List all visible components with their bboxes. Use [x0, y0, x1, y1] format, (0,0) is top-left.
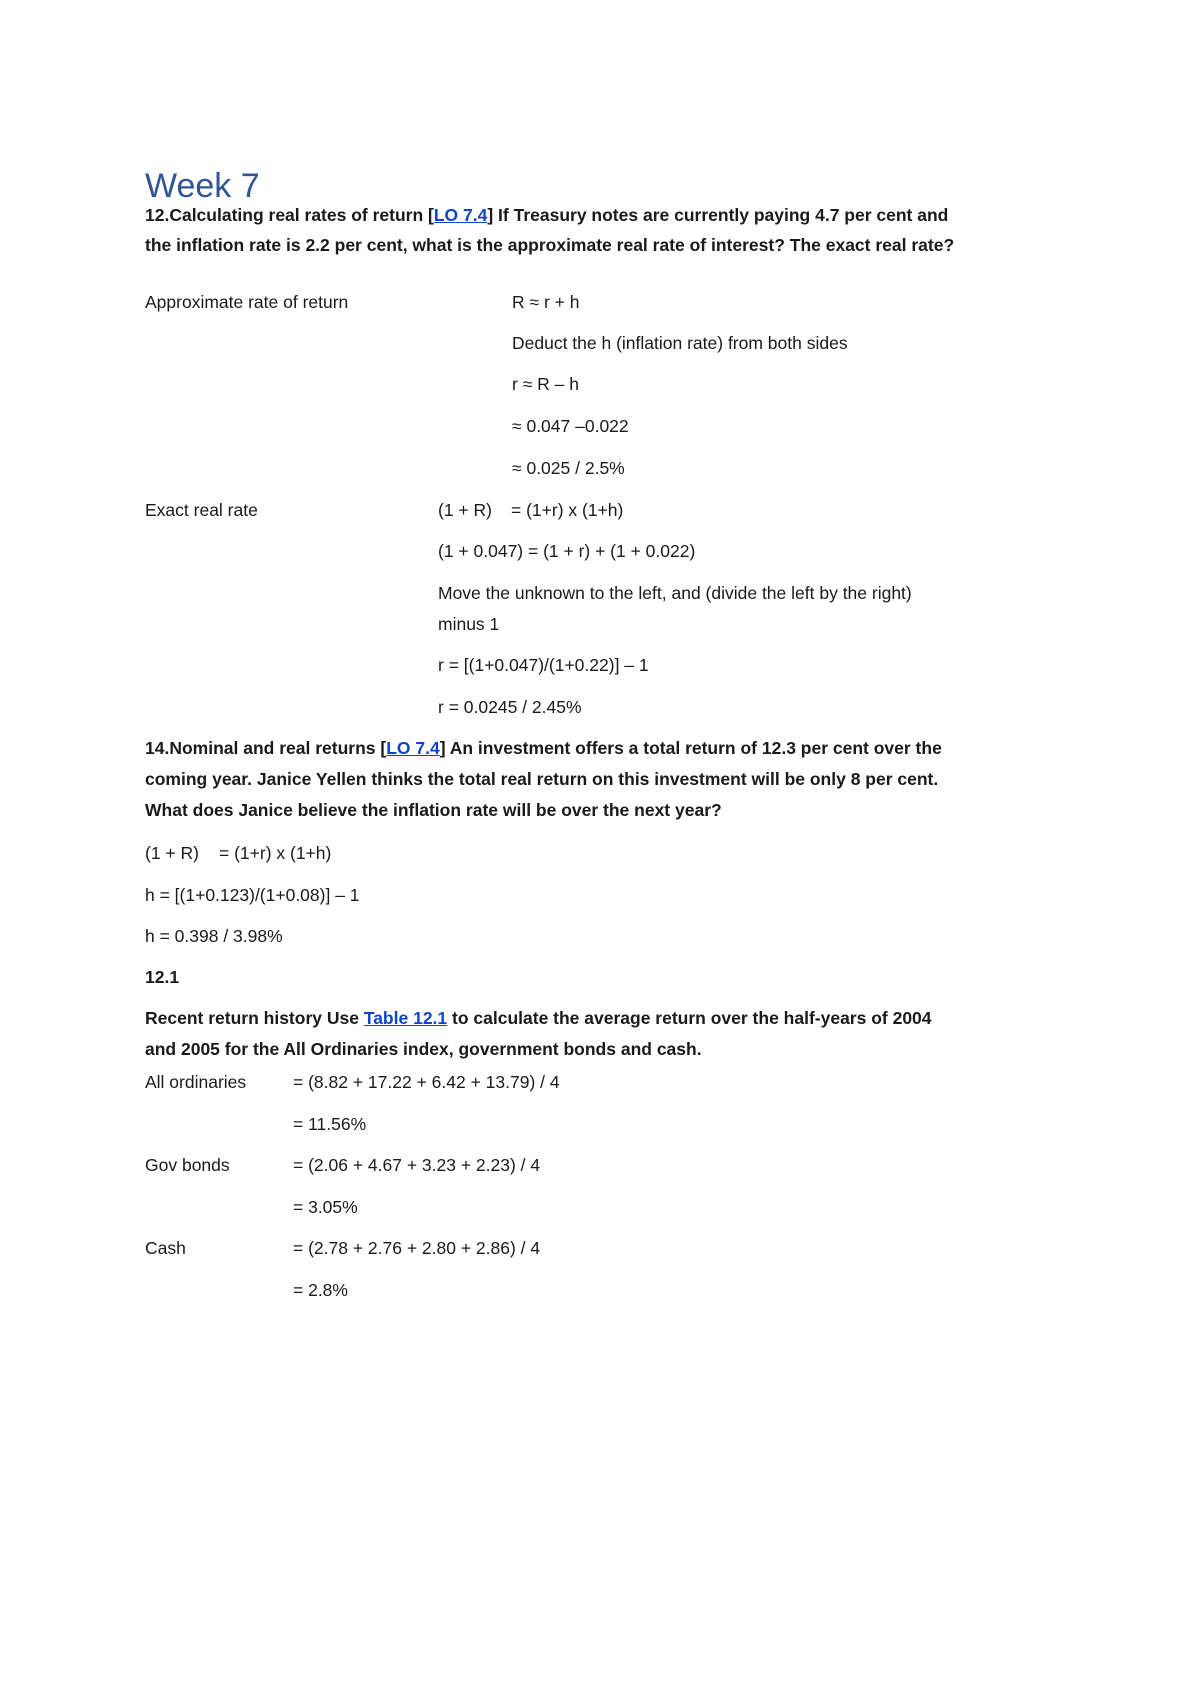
exact-line: r = [(1+0.047)/(1+0.22)] – 1 [438, 655, 649, 675]
q121-prompt-a: Recent return history Use [145, 1008, 364, 1028]
approx-line: ≈ 0.047 –0.022 [512, 416, 629, 436]
q14-number: 14. [145, 738, 170, 758]
row-calc: = (8.82 + 17.22 + 6.42 + 13.79) / 4 [293, 1072, 560, 1092]
row-result: = 2.8% [293, 1280, 348, 1300]
row-label: Cash [145, 1238, 186, 1258]
exact-line: r = 0.0245 / 2.45% [438, 697, 582, 717]
q14-formula-right: = (1+r) x (1+h) [219, 843, 332, 863]
row-label: Gov bonds [145, 1155, 230, 1175]
row-calc: = (2.06 + 4.67 + 3.23 + 2.23) / 4 [293, 1155, 541, 1175]
q14-lo-link[interactable]: LO 7.4 [386, 738, 440, 758]
q12-number: 12. [145, 205, 170, 225]
q121-prompt-line1 [145, 1003, 932, 1034]
q14-heading-line1 [145, 733, 942, 764]
exact-line: Move the unknown to the left, and (divide the left by the right) [438, 583, 912, 603]
approx-line: r ≈ R – h [512, 374, 579, 394]
q14-text-line1: An investment offers a total return of 12.3 per cent over the [445, 738, 942, 758]
exact-line: minus 1 [438, 614, 500, 634]
approx-line: Deduct the h (inflation rate) from both sides [512, 333, 848, 353]
page-title: Week 7 [145, 167, 260, 205]
q12-text-line1: If Treasury notes are currently paying 4.7 per cent and [493, 205, 949, 225]
row-result: = 11.56% [293, 1114, 367, 1134]
q14-line: h = 0.398 / 3.98% [145, 926, 283, 946]
approx-line: R ≈ r + h [512, 292, 580, 312]
row-label: All ordinaries [145, 1072, 247, 1092]
q12-lo-open: [ [423, 205, 434, 225]
q121-number: 12.1 [145, 967, 180, 987]
exact-label: Exact real rate [145, 500, 258, 520]
exact-line-left: (1 + R) [438, 500, 492, 520]
q14-text-line3: What does Janice believe the inflation rate will be over the next year? [145, 800, 722, 820]
q12-heading-line1 [145, 200, 948, 231]
q12-lo-close: ] [487, 205, 494, 225]
q121-prompt-line2: and 2005 for the All Ordinaries index, government bonds and cash. [145, 1039, 702, 1059]
row-calc: = (2.78 + 2.76 + 2.80 + 2.86) / 4 [293, 1238, 541, 1258]
q14-title: Nominal and real returns [169, 738, 376, 758]
q14-formula-left: (1 + R) [145, 843, 199, 863]
q14-line: h = [(1+0.123)/(1+0.08)] – 1 [145, 885, 360, 905]
q14-lo-open: [ [375, 738, 387, 758]
approx-label: Approximate rate of return [145, 292, 349, 312]
q121-prompt-b: to calculate the average return over the half-years of 2004 [447, 1008, 932, 1028]
table-12-1-link[interactable]: Table 12.1 [363, 1008, 448, 1028]
q12-title: Calculating real rates of return [169, 205, 424, 225]
exact-line-right: = (1+r) x (1+h) [511, 500, 624, 520]
exact-line: (1 + 0.047) = (1 + r) + (1 + 0.022) [438, 541, 696, 561]
q14-lo-close: ] [439, 738, 446, 758]
row-result: = 3.05% [293, 1197, 358, 1217]
q12-lo-link[interactable]: LO 7.4 [433, 205, 488, 225]
approx-line: ≈ 0.025 / 2.5% [512, 458, 625, 478]
q12-text-line2: the inflation rate is 2.2 per cent, what is the approximate real rate of interest? The exact real rate? [145, 235, 955, 255]
q14-text-line2: coming year. Janice Yellen thinks the total real return on this investment will be only 8 per cent. [145, 769, 939, 789]
